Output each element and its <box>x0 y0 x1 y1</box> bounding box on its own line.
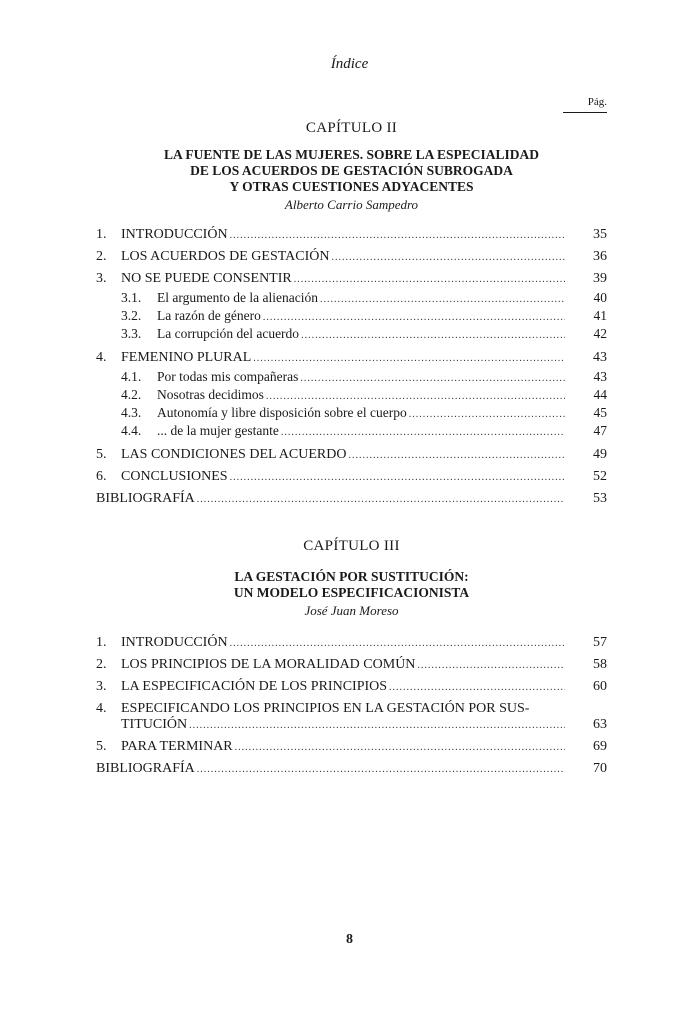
chapter-title <box>96 569 607 601</box>
toc-label: LOS ACUERDOS DE GESTACIÓN <box>121 249 330 264</box>
toc-page: 60 <box>593 679 607 694</box>
toc-number: 2. <box>96 249 107 264</box>
page-column-label: Pág. <box>563 96 607 113</box>
toc-label: El argumento de la alienación <box>157 290 318 305</box>
leader-dots <box>230 472 565 483</box>
toc-number: 3. <box>96 271 107 286</box>
leader-dots <box>230 638 565 649</box>
toc-label-line2: TITUCIÓN <box>121 717 188 732</box>
toc-subentry[interactable] <box>96 308 607 326</box>
leader-dots <box>189 720 565 731</box>
toc-number: 5. <box>96 739 107 754</box>
toc-page: 53 <box>593 491 607 506</box>
leader-dots <box>266 389 565 405</box>
toc-entry-bibliography[interactable] <box>96 761 607 777</box>
toc-label: Autonomía y libre disposición sobre el cuerpo <box>157 405 407 420</box>
toc-label: Nosotras decidimos <box>157 387 264 402</box>
toc-entry[interactable] <box>96 447 607 463</box>
toc-number: 3.3. <box>121 326 142 341</box>
leader-dots <box>409 407 565 423</box>
toc-label: La corrupción del acuerdo <box>157 326 300 341</box>
toc-page: 47 <box>593 423 607 438</box>
toc-page: 69 <box>593 739 607 754</box>
toc-entry[interactable] <box>96 701 607 717</box>
leader-dots <box>230 230 565 241</box>
toc-number: 3. <box>96 679 107 694</box>
toc-number: 4. <box>96 701 107 716</box>
chapter-3 <box>96 538 607 777</box>
toc-page: 52 <box>593 469 607 484</box>
toc-subentry[interactable] <box>96 290 607 308</box>
toc-subentry[interactable] <box>96 387 607 405</box>
chapter-label: CAPÍTULO II <box>305 120 398 136</box>
toc-label: LA ESPECIFICACIÓN DE LOS PRINCIPIOS <box>121 679 388 694</box>
toc-page: 45 <box>593 405 607 420</box>
toc-list <box>96 227 607 507</box>
toc-label: CONCLUSIONES <box>121 469 228 484</box>
toc-page: 36 <box>593 249 607 264</box>
chapter-2 <box>96 120 607 507</box>
toc-label: ... de la mujer gestante <box>157 423 279 438</box>
toc-subentry[interactable] <box>96 369 607 387</box>
toc-page: 57 <box>593 635 607 650</box>
toc-entry[interactable] <box>96 739 607 755</box>
leader-dots <box>320 292 565 308</box>
leader-dots <box>332 252 565 263</box>
toc-page: 40 <box>593 290 607 305</box>
toc-label: INTRODUCCIÓN <box>121 227 228 242</box>
toc-page: 70 <box>593 761 607 776</box>
toc-label: BIBLIOGRAFÍA <box>96 761 195 776</box>
toc-number: 4.4. <box>121 423 142 438</box>
leader-dots <box>263 310 565 326</box>
toc-page: 58 <box>593 657 607 672</box>
toc-label-line1: ESPECIFICANDO LOS PRINCIPIOS EN LA GESTACIÓN POR SUS- <box>121 701 530 716</box>
leader-dots <box>348 450 565 461</box>
chapter-label: CAPÍTULO III <box>303 538 400 554</box>
chapter-title-line: LA FUENTE DE LAS MUJERES. SOBRE LA ESPECIALIDAD <box>163 147 540 162</box>
toc-label: LAS CONDICIONES DEL ACUERDO <box>121 447 347 462</box>
toc-page: 44 <box>593 387 607 402</box>
toc-page: 42 <box>593 326 607 341</box>
toc-subentry[interactable] <box>96 423 607 441</box>
leader-dots <box>197 764 565 775</box>
toc-number: 4.2. <box>121 387 142 402</box>
chapter-author: Alberto Carrio Sampedro <box>284 197 419 212</box>
toc-number: 4.1. <box>121 369 142 384</box>
toc-page: 41 <box>593 308 607 323</box>
leader-dots <box>281 425 565 441</box>
chapter-title-line: Y OTRAS CUESTIONES ADYACENTES <box>229 179 474 194</box>
toc-entry-bibliography[interactable] <box>96 491 607 507</box>
toc-entry[interactable] <box>96 469 607 485</box>
toc-number: 6. <box>96 469 107 484</box>
toc-label: NO SE PUEDE CONSENTIR <box>121 271 292 286</box>
leader-dots <box>389 682 565 693</box>
toc-list <box>96 635 607 777</box>
toc-label: BIBLIOGRAFÍA <box>96 491 195 506</box>
toc-number: 3.2. <box>121 308 142 323</box>
toc-number: 3.1. <box>121 290 142 305</box>
toc-label: PARA TERMINAR <box>121 739 233 754</box>
toc-entry[interactable] <box>96 249 607 265</box>
toc-number: 5. <box>96 447 107 462</box>
toc-label: INTRODUCCIÓN <box>121 635 228 650</box>
toc-page: 63 <box>593 717 607 732</box>
toc-entry-continuation[interactable] <box>96 717 607 733</box>
toc-label: Por todas mis compañeras <box>157 369 299 384</box>
toc-page: 39 <box>593 271 607 286</box>
toc-page: 43 <box>593 350 607 365</box>
chapter-title-line: DE LOS ACUERDOS DE GESTACIÓN SUBROGADA <box>190 163 513 178</box>
running-head: Índice <box>330 56 369 72</box>
leader-dots <box>253 353 565 364</box>
toc-number: 1. <box>96 635 107 650</box>
chapter-author: José Juan Moreso <box>304 603 399 618</box>
toc-number: 4. <box>96 350 107 365</box>
toc-number: 4.3. <box>121 405 142 420</box>
toc-label: LOS PRINCIPIOS DE LA MORALIDAD COMÚN <box>121 657 416 672</box>
toc-page: 49 <box>593 447 607 462</box>
toc-page: 43 <box>593 369 607 384</box>
toc-subentry[interactable] <box>96 326 607 344</box>
toc-page: 35 <box>593 227 607 242</box>
toc-label: FEMENINO PLURAL <box>121 350 252 365</box>
toc-entry[interactable] <box>96 679 607 695</box>
toc-entry[interactable] <box>96 350 607 366</box>
toc-entry[interactable] <box>96 657 607 673</box>
chapter-title-line: UN MODELO ESPECIFICACIONISTA <box>233 585 470 600</box>
chapter-title <box>96 147 607 195</box>
leader-dots <box>197 494 565 505</box>
leader-dots <box>235 742 565 753</box>
leader-dots <box>417 660 565 671</box>
leader-dots <box>294 274 565 285</box>
toc-number: 1. <box>96 227 107 242</box>
toc-entry[interactable] <box>96 227 607 243</box>
chapter-title-line: LA GESTACIÓN POR SUSTITUCIÓN: <box>234 569 469 584</box>
toc-entry[interactable] <box>96 635 607 651</box>
page-number: 8 <box>346 932 353 947</box>
toc-entry[interactable] <box>96 271 607 287</box>
toc-number: 2. <box>96 657 107 672</box>
toc-label: La razón de género <box>157 308 261 323</box>
toc-subentry[interactable] <box>96 405 607 423</box>
leader-dots <box>301 328 565 344</box>
leader-dots <box>300 371 565 387</box>
